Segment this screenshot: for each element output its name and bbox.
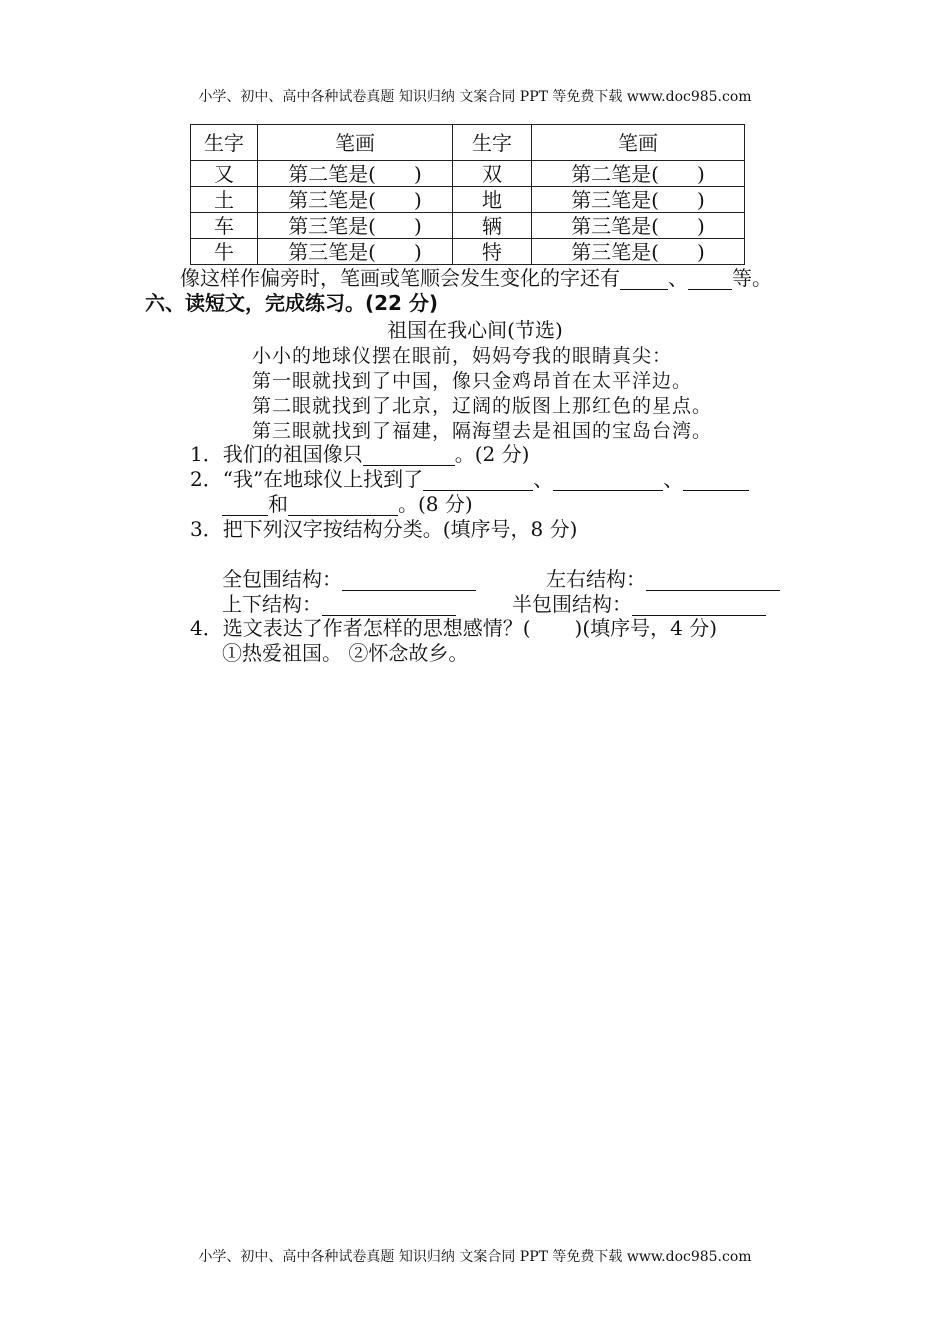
question-2: 2．“我”在地球仪上找到了 、 、 <box>190 467 749 491</box>
answer-blank[interactable] <box>423 470 533 491</box>
stroke-cell[interactable]: 第三笔是( ) <box>532 187 745 213</box>
answer-blank[interactable] <box>322 595 456 616</box>
question-2-cont: 和 。(8 分) <box>222 492 473 516</box>
char-cell: 地 <box>453 187 532 213</box>
full-enclosure-row: 全包围结构： <box>222 567 476 591</box>
question-1: 1．我们的祖国像只 。(2 分) <box>190 442 530 466</box>
col-header-stroke: 笔画 <box>258 125 453 161</box>
answer-blank[interactable] <box>683 470 749 491</box>
col-header-char: 生字 <box>191 125 258 161</box>
answer-blank[interactable] <box>363 445 455 466</box>
poem-line: 第三眼就找到了福建，隔海望去是祖国的宝岛台湾。 <box>252 420 713 442</box>
question-4: 4．选文表达了作者怎样的思想感情？( )(填序号，4 分) <box>190 616 718 640</box>
col-header-stroke: 笔画 <box>532 125 745 161</box>
answer-blank[interactable] <box>222 495 268 516</box>
table-row <box>191 239 745 265</box>
answer-blank[interactable] <box>688 269 732 290</box>
char-cell: 牛 <box>191 239 258 265</box>
col-header-char: 生字 <box>453 125 532 161</box>
page-header: 小学、初中、高中各种试卷真题 知识归纳 文案合同 PPT 等免费下载 www.doc985.com <box>198 89 752 105</box>
answer-blank[interactable] <box>553 470 663 491</box>
answer-blank[interactable] <box>620 269 668 290</box>
stroke-table <box>190 124 745 265</box>
char-cell: 双 <box>453 161 532 187</box>
stroke-cell[interactable]: 第三笔是( ) <box>532 239 745 265</box>
char-cell: 辆 <box>453 213 532 239</box>
poem-title: 祖国在我心间(节选) <box>387 318 563 342</box>
left-right-row: 左右结构： <box>546 567 780 591</box>
stroke-cell[interactable]: 第三笔是( ) <box>258 239 453 265</box>
table-row <box>191 213 745 239</box>
poem-line: 第一眼就找到了中国，像只金鸡昂首在太平洋边。 <box>252 370 693 392</box>
note-line: 像这样作偏旁时，笔画或笔顺会发生变化的字还有 、 等。 <box>180 266 772 290</box>
table-row <box>191 187 745 213</box>
poem-line: 小小的地球仪摆在眼前，妈妈夸我的眼睛真尖： <box>252 345 673 367</box>
char-cell: 土 <box>191 187 258 213</box>
answer-blank[interactable] <box>288 495 398 516</box>
top-bottom-row: 上下结构： <box>222 592 456 616</box>
answer-blank[interactable] <box>632 595 766 616</box>
stroke-cell[interactable]: 第三笔是( ) <box>258 187 453 213</box>
stroke-cell[interactable]: 第二笔是( ) <box>258 161 453 187</box>
question-3: 3．把下列汉字按结构分类。(填序号，8 分) <box>190 517 578 541</box>
char-cell: 又 <box>191 161 258 187</box>
table-header-row <box>191 125 745 161</box>
page-footer: 小学、初中、高中各种试卷真题 知识归纳 文案合同 PPT 等免费下载 www.doc985.com <box>198 1249 752 1265</box>
stroke-cell[interactable]: 第二笔是( ) <box>532 161 745 187</box>
answer-blank[interactable] <box>342 570 476 591</box>
char-cell: 车 <box>191 213 258 239</box>
question-4-options: ①热爱祖国。 ②怀念故乡。 <box>222 641 469 665</box>
half-enclosure-row: 半包围结构： <box>512 592 766 616</box>
poem-line: 第二眼就找到了北京，辽阔的版图上那红色的星点。 <box>252 395 713 417</box>
stroke-cell[interactable]: 第三笔是( ) <box>532 213 745 239</box>
answer-blank[interactable] <box>646 570 780 591</box>
section-title: 六、读短文，完成练习。(22 分) <box>145 291 439 315</box>
char-cell: 特 <box>453 239 532 265</box>
table-row <box>191 161 745 187</box>
stroke-cell[interactable]: 第三笔是( ) <box>258 213 453 239</box>
